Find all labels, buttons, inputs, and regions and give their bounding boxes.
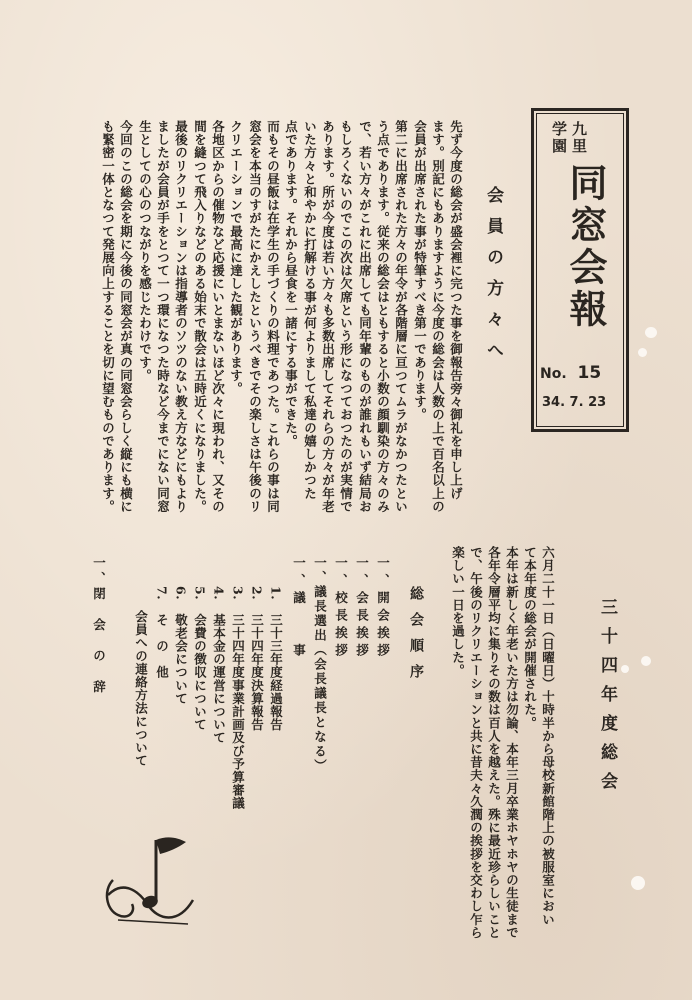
masthead-box — [531, 108, 629, 432]
punch-hole-mark — [638, 348, 647, 357]
agenda-subitem: 2. 三十四年度決算報告 — [249, 586, 265, 732]
meeting-line: て本年度の総会が開催された。 — [522, 546, 538, 730]
agenda-subitem: 4. 基本金の運営について — [211, 586, 227, 745]
agenda-item: 一、議 事 — [291, 556, 307, 661]
agenda-subitem: 5. 会費の徴収について — [192, 586, 208, 732]
agenda-subitem: 6. 敬老会について — [173, 586, 189, 706]
article-line: 会員が出席された事が特筆すべき第一であります。 — [412, 120, 428, 422]
article-line: 今回のこの総会を期に今後の同窓会が真の同窓会らしく縦にも横に — [118, 120, 134, 513]
music-flag — [156, 837, 186, 854]
agenda-item: 一、議長選出（会長議長となる） — [312, 556, 328, 774]
article-line: もしろくないのでこの次は欠席という形になつておつたのが実情で — [338, 120, 354, 513]
agenda-subitem: 7. そ の 他 — [154, 586, 170, 679]
issue-number — [540, 363, 601, 383]
music-ornament — [107, 880, 133, 917]
punch-hole-mark — [621, 665, 629, 673]
article-line: 各地区からの催物など応援にいとまないほど次々に現われ、又その — [210, 120, 226, 513]
issue-date: 34. 7. 23 — [542, 395, 607, 410]
punch-hole-mark — [645, 327, 657, 338]
meeting-line: 楽しい一日を過した。 — [450, 546, 466, 677]
meeting-line: 各年令層平均に集りその数は百人を越えた。殊に最近珍らしいこと — [486, 546, 502, 939]
masthead-org-line1: 九里 — [570, 121, 588, 155]
closing-line: 一、閉 会 の 辞 — [91, 556, 107, 696]
general-meeting-heading: 三十四年度総会 — [597, 598, 617, 801]
issue-number-label: No. — [540, 366, 567, 382]
article-line: 間を縫つて飛入りなどのある始末で散会は五時近くになりました。 — [192, 120, 208, 513]
meeting-line: で、午後のリクリエーションと共に昔夫々久潤の挨拶を交わし乍ら — [468, 546, 484, 939]
article-line: 点であります。それから昼食を一諸にする事ができた。 — [283, 120, 299, 448]
article-line: 先ず今度の総会が盛会裡に完つた事を御報告旁々御礼を申し上げ — [448, 120, 464, 500]
punch-hole-mark — [631, 876, 645, 890]
article-line: 窓会を本当のすがたにかえしたというべきでその楽しさは午後のリ — [247, 120, 263, 513]
masthead-org-line2: 学園 — [550, 121, 568, 155]
members-article-heading: 会員の方々へ — [483, 186, 503, 372]
article-line: 生としての心のつながりを感じたわけです。 — [137, 120, 153, 382]
article-line: 第二に出席された方々の年令が各階層に亘つてムラがなかつたとい — [393, 120, 409, 513]
agenda-item: 一、校長挨拶 — [333, 556, 349, 661]
article-line: ます。別記にもありますように今度の総会は人数の上で百名以上の — [430, 120, 446, 513]
article-line: あります。所が今度は若い方々も多数出席してそれらの方々が年老 — [320, 120, 336, 513]
music-dot-line — [118, 920, 188, 924]
article-line: 最後のリクリエーションは指導者のソツのない教え方などにもより — [173, 120, 189, 513]
agenda-title: 総会順序 — [408, 586, 424, 690]
meeting-line: 本年は新しく年老いた方は勿論、本年三月卒業ホヤホヤの生徒まで — [504, 546, 520, 939]
agenda-subitem: 1. 三十三年度経過報告 — [268, 586, 284, 732]
agenda-subitem: 会員への連絡方法について — [133, 610, 149, 768]
agenda-item: 一、会長挨拶 — [354, 556, 370, 661]
meeting-line: 六月二十一日（日曜日）十時半から母校新館階上の被服室におい — [540, 546, 556, 926]
article-line: 而もその昼飯は在学生の手づくりの料理であつた。これらの事は同 — [265, 120, 281, 513]
article-line: で、若い方々がこれに出席しても同年輩のものが誰れもいず結局お — [357, 120, 373, 513]
issue-number-value: 15 — [577, 363, 602, 383]
music-note-illustration — [98, 820, 198, 930]
agenda-item: 一、開会挨拶 — [375, 556, 391, 661]
agenda-subitem: 3. 三十四年度事業計画及び予算審議 — [230, 586, 246, 810]
article-line: クリエーションで最高に達した観があります。 — [228, 120, 244, 396]
article-line: ましたが会員が手をとつて一つ環になつた時など今までにない同窓 — [155, 120, 171, 513]
article-line: いた方々と和やかに打解ける事が何よりまして私達の嬉しかつた — [302, 120, 318, 500]
masthead-title: 同窓会報 — [563, 163, 608, 331]
article-line: も緊密一体となつて発展向上することを切に望むものであります。 — [100, 120, 116, 513]
article-line: う点であります。従来の総会はともすると小数の顔馴染の方々のみ — [375, 120, 391, 513]
punch-hole-mark — [641, 656, 651, 666]
